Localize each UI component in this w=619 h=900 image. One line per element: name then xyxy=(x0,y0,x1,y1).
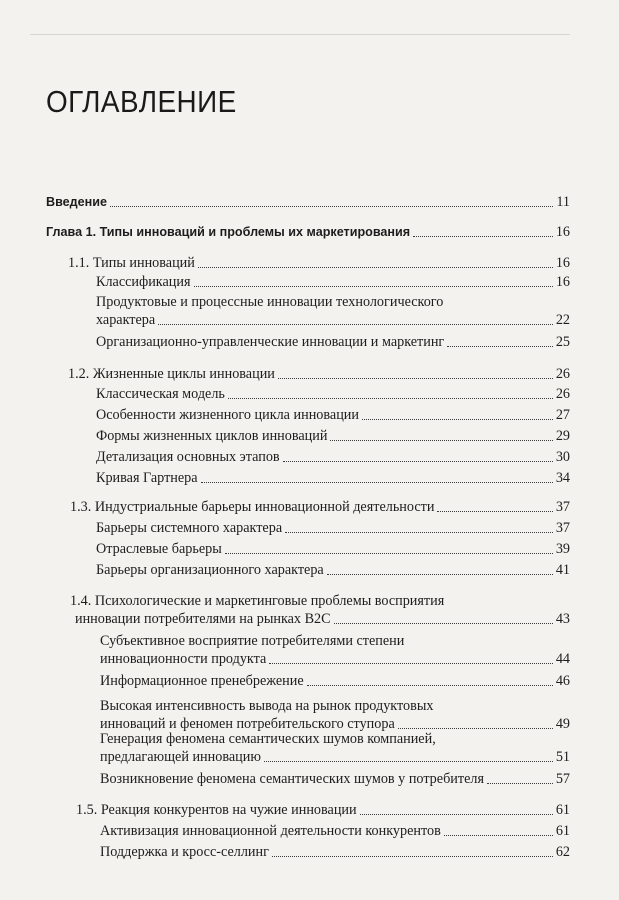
toc-entry-page: 26 xyxy=(555,366,570,382)
toc-entry-page: 41 xyxy=(555,562,570,578)
toc-entry-label: Возникновение феномена семантических шумов у потребителя xyxy=(100,771,484,787)
toc-entry-page: 62 xyxy=(555,844,570,860)
toc-entry-label: Формы жизненных циклов инноваций xyxy=(96,428,328,444)
toc-entry-1-4-b[interactable] xyxy=(100,673,570,690)
toc-leader xyxy=(334,623,553,624)
toc-entry-label: Активизация инновационной деятельности конкурентов xyxy=(100,823,441,839)
toc-entry-1-4-c-line1[interactable] xyxy=(100,698,570,715)
toc-leader xyxy=(283,461,553,462)
toc-entry-label: Классификация xyxy=(96,274,191,290)
toc-leader xyxy=(278,378,553,379)
toc-entry-section-1-4-line2[interactable] xyxy=(75,611,570,628)
toc-entry-label: 1.1. Типы инноваций xyxy=(68,255,195,271)
toc-entry-page: 37 xyxy=(555,520,570,536)
toc-entry-label: 1.4. Психологические и маркетинговые проблемы восприятия xyxy=(70,593,445,609)
toc-entry-label: Поддержка и кросс-селлинг xyxy=(100,844,269,860)
toc-entry-1-4-d-line1[interactable] xyxy=(100,731,570,748)
toc-entry-label: Введение xyxy=(46,195,108,209)
toc-entry-label: характера xyxy=(96,312,156,328)
toc-entry-1-4-e[interactable] xyxy=(100,771,570,788)
toc-entry-intro[interactable] xyxy=(46,194,570,211)
toc-entry-1-2-c[interactable] xyxy=(96,428,570,445)
toc-entry-page: 16 xyxy=(555,224,570,240)
toc-entry-1-1-c[interactable] xyxy=(96,334,570,351)
toc-entry-page: 39 xyxy=(555,541,570,557)
toc-leader xyxy=(327,574,553,575)
toc-leader xyxy=(360,814,553,815)
toc-entry-label: инновационности продукта xyxy=(100,651,267,667)
toc-entry-1-4-d-line2[interactable] xyxy=(100,749,570,766)
toc-entry-label: Детализация основных этапов xyxy=(96,449,280,465)
toc-leader xyxy=(487,783,553,784)
toc-entry-page: 61 xyxy=(555,802,570,818)
toc-leader xyxy=(158,324,553,325)
toc-entry-section-1-2[interactable] xyxy=(68,366,570,383)
toc-leader xyxy=(201,482,553,483)
toc-leader xyxy=(285,532,553,533)
toc-entry-1-3-c[interactable] xyxy=(96,562,570,579)
toc-entry-label: Барьеры организационного характера xyxy=(96,562,324,578)
toc-entry-page: 11 xyxy=(556,194,570,210)
toc-entry-1-1-b-line2[interactable] xyxy=(96,312,570,329)
toc-leader xyxy=(413,236,553,237)
toc-entry-1-3-b[interactable] xyxy=(96,541,570,558)
toc-entry-page: 22 xyxy=(555,312,570,328)
toc-entry-label: Отраслевые барьеры xyxy=(96,541,222,557)
toc-entry-label: 1.2. Жизненные циклы инновации xyxy=(68,366,275,382)
toc-entry-1-5-a[interactable] xyxy=(100,823,570,840)
toc-entry-page: 51 xyxy=(555,749,570,765)
toc-leader xyxy=(225,553,553,554)
toc-entry-page: 16 xyxy=(555,274,570,290)
toc-entry-1-2-d[interactable] xyxy=(96,449,570,466)
toc-leader xyxy=(447,346,553,347)
toc-leader xyxy=(194,286,553,287)
toc-entry-page: 34 xyxy=(555,470,570,486)
toc-entry-page: 49 xyxy=(555,716,570,732)
toc-entry-1-4-a-line1[interactable] xyxy=(100,633,570,650)
page-header-rule xyxy=(30,34,570,35)
toc-entry-label: Генерация феномена семантических шумов компанией, xyxy=(100,731,436,747)
toc-entry-label: Особенности жизненного цикла инновации xyxy=(96,407,359,423)
toc-entry-label: инновации потребителями на рынках B2C xyxy=(75,611,331,627)
toc-leader xyxy=(444,835,553,836)
toc-leader xyxy=(398,728,553,729)
toc-entry-label: Организационно-управленческие инновации и маркетинг xyxy=(96,334,445,350)
toc-leader xyxy=(269,663,553,664)
toc-leader xyxy=(272,856,553,857)
page-title: ОГЛАВЛЕНИЕ xyxy=(46,84,237,119)
toc-leader xyxy=(330,440,552,441)
toc-entry-1-2-b[interactable] xyxy=(96,407,570,424)
toc-entry-1-3-a[interactable] xyxy=(96,520,570,537)
toc-entry-page: 61 xyxy=(555,823,570,839)
toc-entry-label: инноваций и феномен потребительского ступора xyxy=(100,716,395,732)
toc-entry-1-2-e[interactable] xyxy=(96,470,570,487)
toc-entry-1-5-b[interactable] xyxy=(100,844,570,861)
toc-leader xyxy=(228,398,553,399)
toc-entry-label: Глава 1. Типы инноваций и проблемы их маркетирования xyxy=(46,225,411,239)
toc-entry-label: Высокая интенсивность вывода на рынок продуктовых xyxy=(100,698,434,714)
toc-entry-page: 30 xyxy=(555,449,570,465)
toc-entry-label: Субъективное восприятие потребителями степени xyxy=(100,633,405,649)
toc-entry-label: Кривая Гартнера xyxy=(96,470,198,486)
toc-entry-1-1-a[interactable] xyxy=(96,274,570,291)
toc-leader xyxy=(264,761,553,762)
toc-entry-page: 37 xyxy=(555,499,570,515)
toc-entry-section-1-1[interactable] xyxy=(68,255,570,272)
toc-entry-section-1-5[interactable] xyxy=(76,802,570,819)
toc-entry-section-1-3[interactable] xyxy=(70,499,570,516)
toc-entry-page: 27 xyxy=(555,407,570,423)
toc-entry-label: Классическая модель xyxy=(96,386,225,402)
toc-leader xyxy=(307,685,553,686)
toc-entry-page: 57 xyxy=(555,771,570,787)
toc-leader xyxy=(110,206,553,207)
toc-entry-label: 1.3. Индустриальные барьеры инновационной деятельности xyxy=(70,499,435,515)
toc-entry-label: Барьеры системного характера xyxy=(96,520,283,536)
toc-leader xyxy=(437,511,552,512)
toc-entry-1-2-a[interactable] xyxy=(96,386,570,403)
toc-leader xyxy=(362,419,553,420)
toc-entry-label: 1.5. Реакция конкурентов на чужие инновации xyxy=(76,802,357,818)
toc-entry-1-1-b-line1[interactable] xyxy=(96,294,570,311)
toc-entry-label: предлагающей инновацию xyxy=(100,749,261,765)
toc-entry-chapter-1[interactable] xyxy=(46,224,570,241)
toc-entry-label: Информационное пренебрежение xyxy=(100,673,304,689)
toc-entry-section-1-4-line1[interactable] xyxy=(70,593,570,610)
toc-leader xyxy=(198,267,553,268)
toc-entry-page: 25 xyxy=(555,334,570,350)
toc-entry-page: 26 xyxy=(555,386,570,402)
toc-entry-page: 43 xyxy=(555,611,570,627)
toc-entry-page: 44 xyxy=(555,651,570,667)
toc-entry-page: 29 xyxy=(555,428,570,444)
toc-entry-1-4-a-line2[interactable] xyxy=(100,651,570,668)
toc-entry-page: 16 xyxy=(555,255,570,271)
toc-entry-label: Продуктовые и процессные инновации технологического xyxy=(96,294,444,310)
toc-entry-page: 46 xyxy=(555,673,570,689)
